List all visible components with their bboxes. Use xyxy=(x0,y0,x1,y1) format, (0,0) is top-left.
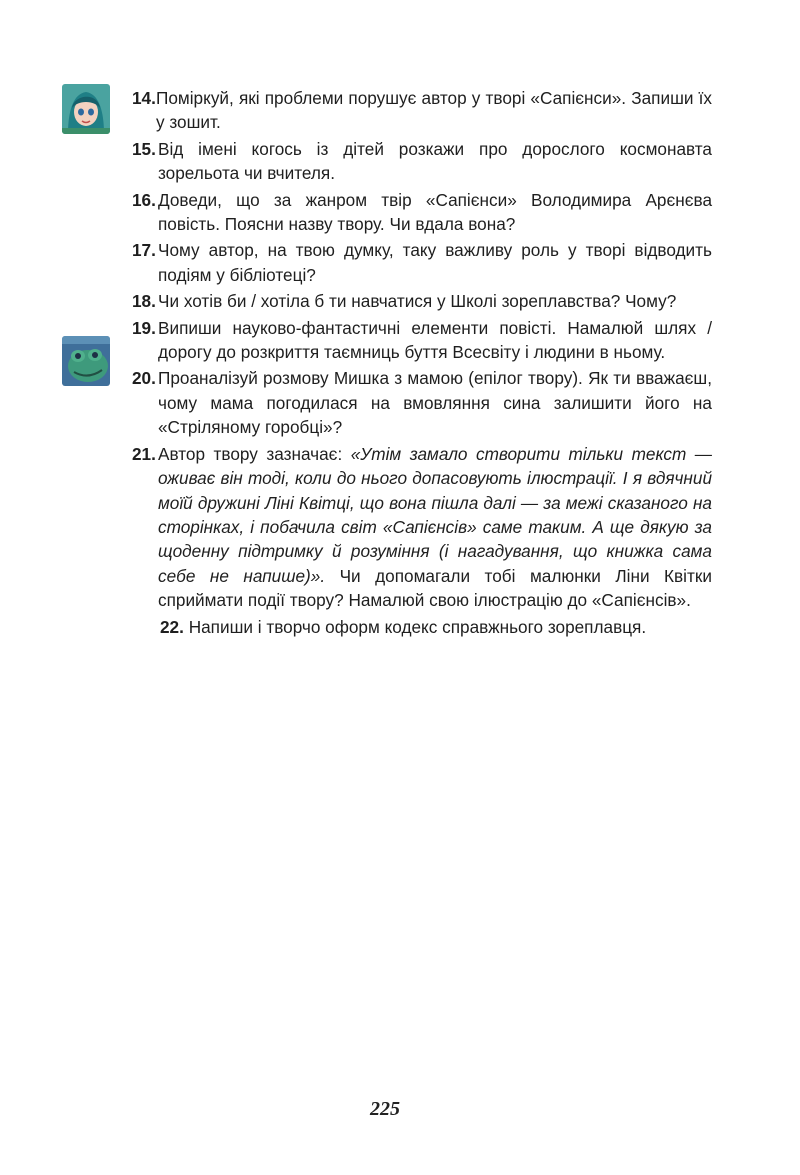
question-text: Чому автор, на твою думку, таку важливу роль у творі відводить подіям у бібліотеці? xyxy=(158,240,712,285)
question-18 xyxy=(132,289,712,313)
question-15 xyxy=(132,137,712,186)
question-21 xyxy=(132,442,712,613)
question-text: Проаналізуй розмову Мишка з мамою (епілог твору). Як ти вважаєш, чому мама погодилася на вмовляння сина залишити його на «Стріляному горобці»? xyxy=(158,368,712,438)
page-number: 225 xyxy=(370,1098,400,1120)
question-number: 18. xyxy=(132,291,156,312)
question-text: Від імені когось із дітей розкажи про дорослого космонавта зорельота чи вчителя. xyxy=(158,138,712,184)
question-text: Випиши науково-фантастичні елементи повісті. Намалюй шлях / дорогу до розкриття таємниць буття Всесвіту і людини в ньому. xyxy=(158,317,712,363)
question-22 xyxy=(160,615,712,639)
question-number: 21. xyxy=(132,443,156,464)
question-number: 20. xyxy=(132,368,156,389)
question-text: Доведи, що за жанром твір «Сапієнси» Володимира Арєнєва повість. Поясни назву твору. Чи вдала вона? xyxy=(158,189,712,235)
author-quote: «Утім замало створити тільки текст — оживає він тоді, коли до нього допасовують ілюстрації. І я вдячний моїй дружині Ліні Квітці, що вона пішла далі — за межі сказаного на сторінках, і побачила світ «Сапієнсів» саме таким. А ще дякую за щоденну підтримку й розуміння (і нагадування, що книжка сама себе не напише)». xyxy=(158,443,712,586)
question-text: Напиши і творчо оформ кодекс справжнього зореплавця. xyxy=(188,616,647,637)
question-intro: Автор твору зазначає: xyxy=(158,443,351,464)
question-17 xyxy=(132,238,712,287)
question-number: 22. xyxy=(160,616,184,637)
question-text: Чи хотів би / хотіла б ти навчатися у Школі зореплавства? Чому? xyxy=(158,291,677,312)
frog-character-icon xyxy=(62,336,110,386)
question-number: 16. xyxy=(132,189,156,210)
question-number: 17. xyxy=(132,240,156,261)
question-outro: Чи допомагали тобі малюнки Ліни Квітки сприймати події твору? Намалюй свою ілюстрацію до «Сапієнсів». xyxy=(158,565,712,611)
questions-list xyxy=(132,86,712,641)
girl-character-icon xyxy=(62,84,110,134)
question-number: 19. xyxy=(132,317,156,338)
question-19 xyxy=(132,316,712,365)
question-14 xyxy=(132,86,712,135)
question-number: 14. xyxy=(132,88,156,108)
question-text: Поміркуй, які проблеми порушує автор у творі «Сапієнси». Запиши їх у зошит. xyxy=(156,88,712,133)
question-20 xyxy=(132,366,712,439)
question-16 xyxy=(132,188,712,237)
question-number: 15. xyxy=(132,138,156,159)
